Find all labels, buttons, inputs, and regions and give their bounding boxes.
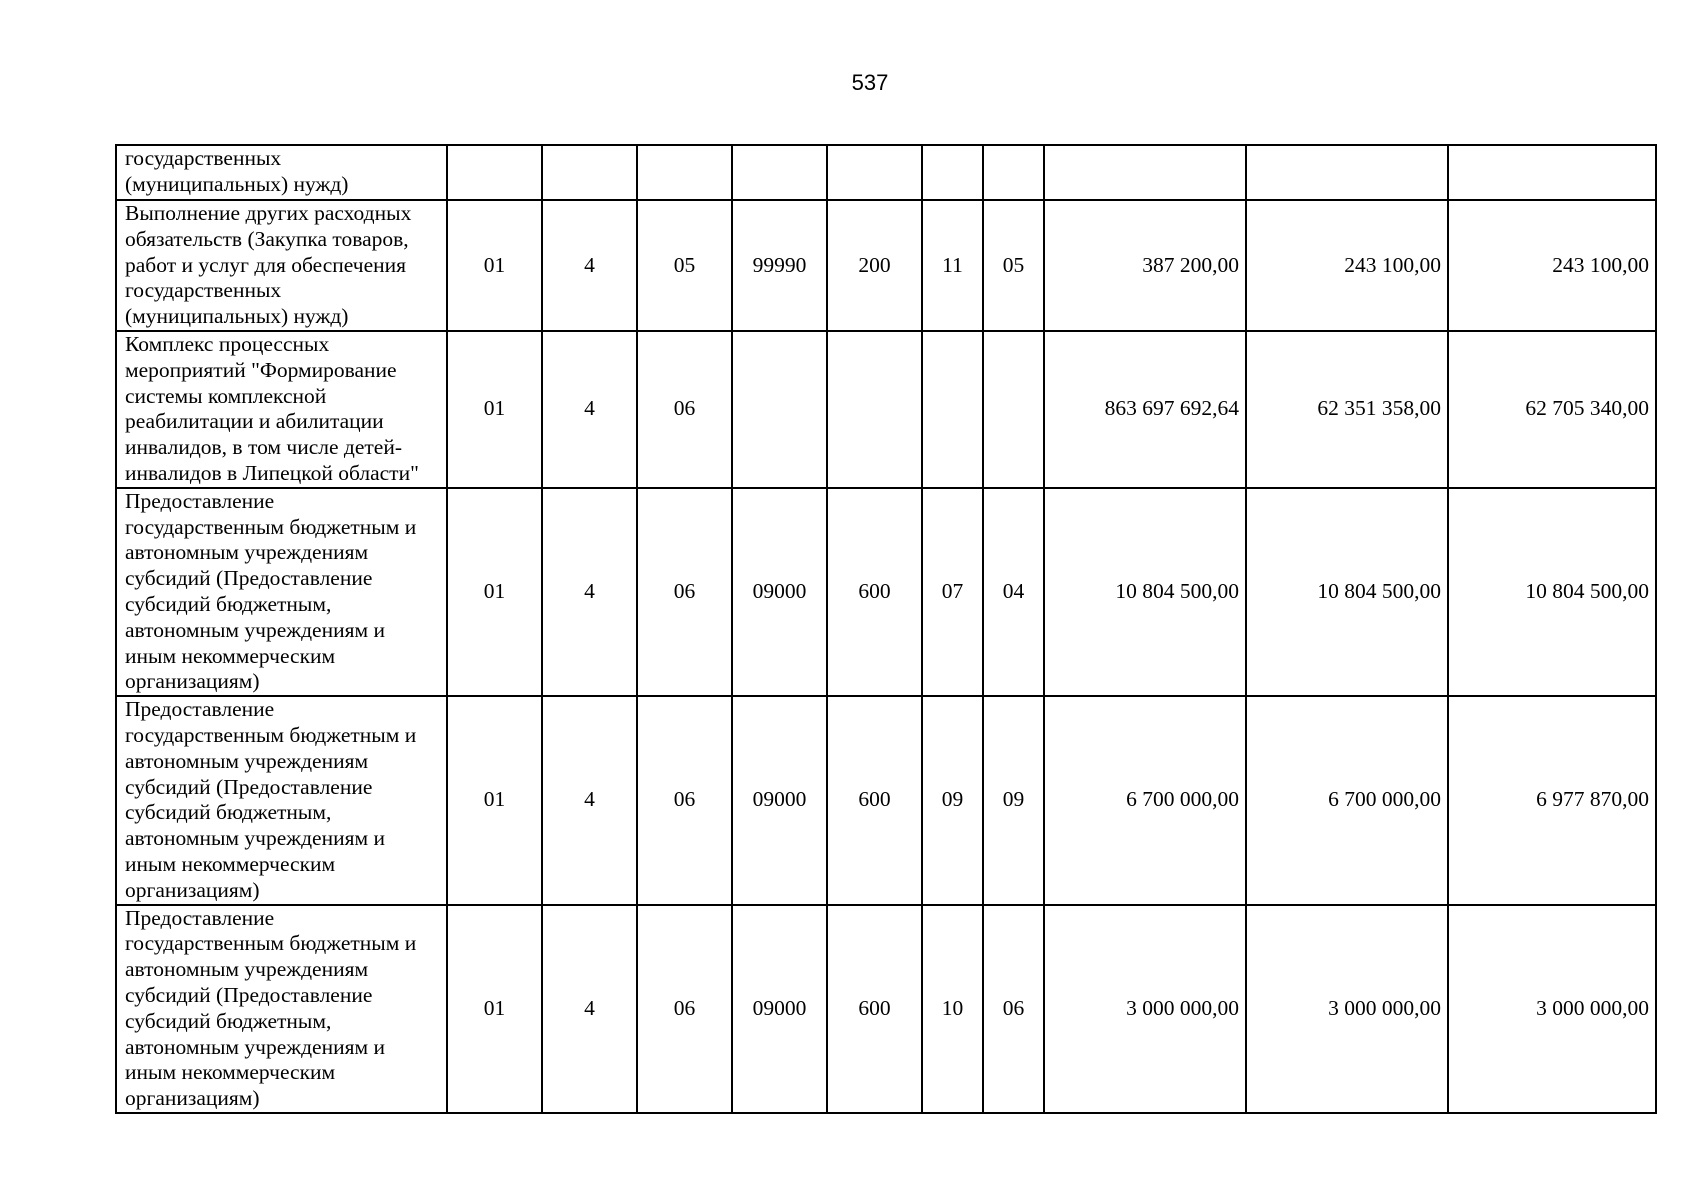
amount-year-2: 10 804 500,00 xyxy=(1246,488,1448,696)
direction-code: 09000 xyxy=(732,488,827,696)
row-description: государственных (муниципальных) нужд) xyxy=(116,145,447,200)
program-code: 01 xyxy=(447,696,542,904)
type-code: 4 xyxy=(542,905,637,1113)
direction-code: 99990 xyxy=(732,200,827,331)
table-row xyxy=(116,488,1656,696)
row-description: Предоставление государственным бюджетным и автономным учреждениям субсидий (Предоставление субсидий бюджетным, автономным учреждениям и иным некоммерческим организациям) xyxy=(116,488,447,696)
subsection-code: 04 xyxy=(983,488,1044,696)
subsection-code xyxy=(983,145,1044,200)
expense-type-code: 600 xyxy=(827,696,922,904)
expense-type-code: 600 xyxy=(827,488,922,696)
direction-code xyxy=(732,331,827,488)
page-number: 537 xyxy=(851,70,889,95)
table-row xyxy=(116,696,1656,904)
expense-type-code xyxy=(827,145,922,200)
type-code: 4 xyxy=(542,200,637,331)
subsection-code xyxy=(983,331,1044,488)
amount-year-1: 3 000 000,00 xyxy=(1044,905,1246,1113)
budget-table xyxy=(115,144,1657,1114)
table-row xyxy=(116,905,1656,1113)
program-code: 01 xyxy=(447,200,542,331)
structural-element-code: 06 xyxy=(637,488,732,696)
structural-element-code: 06 xyxy=(637,696,732,904)
section-code: 10 xyxy=(922,905,983,1113)
amount-year-1 xyxy=(1044,145,1246,200)
program-code xyxy=(447,145,542,200)
amount-year-1: 6 700 000,00 xyxy=(1044,696,1246,904)
direction-code: 09000 xyxy=(732,696,827,904)
amount-year-3: 3 000 000,00 xyxy=(1448,905,1656,1113)
section-code: 07 xyxy=(922,488,983,696)
amount-year-3: 6 977 870,00 xyxy=(1448,696,1656,904)
subsection-code: 05 xyxy=(983,200,1044,331)
subsection-code: 06 xyxy=(983,905,1044,1113)
expense-type-code: 200 xyxy=(827,200,922,331)
table-row xyxy=(116,331,1656,488)
structural-element-code: 06 xyxy=(637,905,732,1113)
amount-year-2: 6 700 000,00 xyxy=(1246,696,1448,904)
structural-element-code xyxy=(637,145,732,200)
type-code: 4 xyxy=(542,696,637,904)
expense-type-code: 600 xyxy=(827,905,922,1113)
amount-year-2: 62 351 358,00 xyxy=(1246,331,1448,488)
structural-element-code: 05 xyxy=(637,200,732,331)
type-code: 4 xyxy=(542,488,637,696)
program-code: 01 xyxy=(447,488,542,696)
direction-code xyxy=(732,145,827,200)
amount-year-1: 387 200,00 xyxy=(1044,200,1246,331)
structural-element-code: 06 xyxy=(637,331,732,488)
row-description: Предоставление государственным бюджетным и автономным учреждениям субсидий (Предоставление субсидий бюджетным, автономным учреждениям и иным некоммерческим организациям) xyxy=(116,696,447,904)
direction-code: 09000 xyxy=(732,905,827,1113)
amount-year-2 xyxy=(1246,145,1448,200)
amount-year-3: 62 705 340,00 xyxy=(1448,331,1656,488)
row-description: Комплекс процессных мероприятий "Формирование системы комплексной реабилитации и абилитации инвалидов, в том числе детей-инвалидов в Липецкой области" xyxy=(116,331,447,488)
row-description: Выполнение других расходных обязательств (Закупка товаров, работ и услуг для обеспечения государственных (муниципальных) нужд) xyxy=(116,200,447,331)
section-code: 11 xyxy=(922,200,983,331)
expense-type-code xyxy=(827,331,922,488)
amount-year-2: 243 100,00 xyxy=(1246,200,1448,331)
section-code xyxy=(922,331,983,488)
program-code: 01 xyxy=(447,331,542,488)
amount-year-2: 3 000 000,00 xyxy=(1246,905,1448,1113)
section-code xyxy=(922,145,983,200)
table-row xyxy=(116,200,1656,331)
table-row xyxy=(116,145,1656,200)
row-description: Предоставление государственным бюджетным и автономным учреждениям субсидий (Предоставление субсидий бюджетным, автономным учреждениям и иным некоммерческим организациям) xyxy=(116,905,447,1113)
amount-year-3: 243 100,00 xyxy=(1448,200,1656,331)
section-code: 09 xyxy=(922,696,983,904)
type-code xyxy=(542,145,637,200)
amount-year-1: 10 804 500,00 xyxy=(1044,488,1246,696)
type-code: 4 xyxy=(542,331,637,488)
amount-year-3 xyxy=(1448,145,1656,200)
amount-year-3: 10 804 500,00 xyxy=(1448,488,1656,696)
program-code: 01 xyxy=(447,905,542,1113)
subsection-code: 09 xyxy=(983,696,1044,904)
amount-year-1: 863 697 692,64 xyxy=(1044,331,1246,488)
